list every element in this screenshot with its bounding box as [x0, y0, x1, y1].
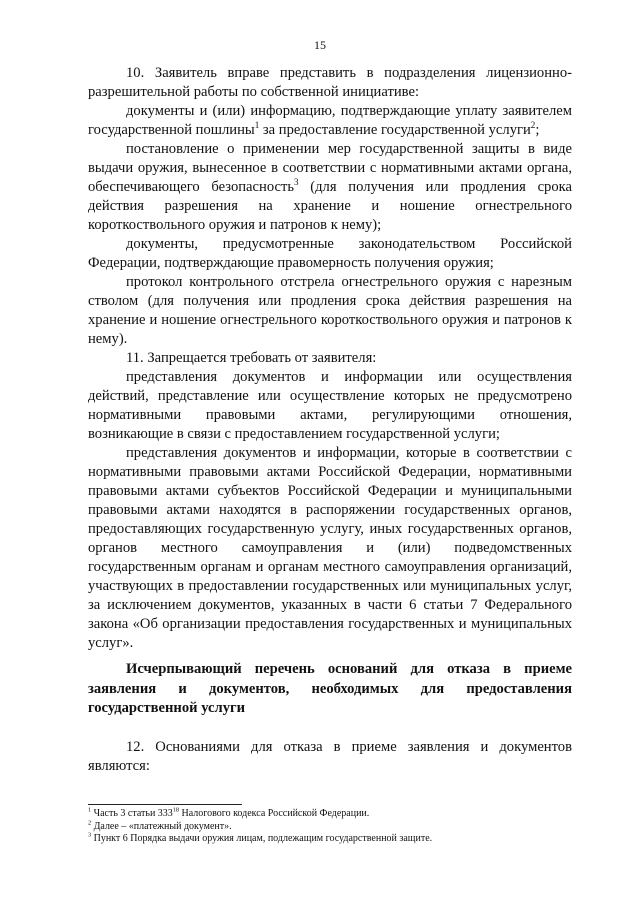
paragraph-prohibition-2: представления документов и информации, которые в соответствии с нормативными правовыми актами Российской Федерации, нормативными правовыми актами субъектов Российской Федерации и муниципальными правовыми актами находятся в распоряжении государственных органов, предоставляющих государственную услугу, иных государственных органов, органов местного самоуправления и (или) подведомственных государственным органам и органам местного самоуправления организаций, участвующих в предоставлении государственных или муниципальных услуг, за исключением документов, указанных в части 6 статьи 7 Федерального закона «Об организации предоставления государственных и муниципальных услуг».	[88, 445, 572, 651]
body-text	[88, 64, 572, 653]
page-number: 15	[314, 38, 326, 52]
footnote-ref-3: 3	[294, 177, 299, 188]
paragraph-protection-decree: постановление о применении мер государственной защиты в виде выдачи оружия, вынесенное в соответствии с нормативными актами органа, обеспечивающего безопасность$^3$ (для получения или продления срока действия разрешения на хранение и ношение огнестрельного короткоствольного оружия и патронов к нему);	[88, 141, 572, 233]
paragraph-11: 11. Запрещается требовать от заявителя:	[126, 350, 377, 366]
footnote-divider	[88, 804, 242, 805]
footnote-ref-1: 1	[254, 120, 260, 131]
paragraph-12: 12. Основаниями для отказа в приеме заявления и документов являются:	[88, 739, 572, 774]
paragraph-payment-docs: документы и (или) информацию, подтверждающие уплату заявителем государственной пошлины$^1$ за предоставление государственной услуги$^2$;	[88, 103, 572, 138]
section-heading: Исчерпывающий перечень оснований для отказа в приеме заявления и документов, необходимых для предоставления государственной услуги	[88, 661, 572, 716]
footnote-1: $^1$ Часть 3 статьи $333^{18}$ Налогового кодекса Российской Федерации.	[88, 806, 370, 819]
footnote-3: $^3$ Пункт 6 Порядка выдачи оружия лицам, подлежащим государственной защите.	[88, 831, 433, 844]
paragraph-10: 10. Заявитель вправе представить в подразделения лицензионно-разрешительной работы по собственной инициативе:	[88, 65, 572, 100]
paragraph-test-fire-protocol: протокол контрольного отстрела огнестрельного оружия с нарезным стволом (для получения или продления срока действия разрешения на хранение и ношение огнестрельного короткоствольного оружия и патронов к нему).	[88, 274, 572, 347]
paragraph-prohibition-1: представления документов и информации или осуществления действий, представление или осуществление которых не предусмотрено нормативными правовыми актами, регулирующими отношения, возникающие в связи с предоставлением государственной услуги;	[88, 369, 572, 442]
footnotes	[88, 808, 572, 846]
footnote-ref-2: 2	[530, 120, 536, 131]
footnote-2: $^2$ Далее – «платежный документ».	[88, 819, 232, 832]
paragraph-legal-docs: документы, предусмотренные законодательством Российской Федерации, подтверждающие правомерность получения оружия;	[88, 236, 572, 271]
